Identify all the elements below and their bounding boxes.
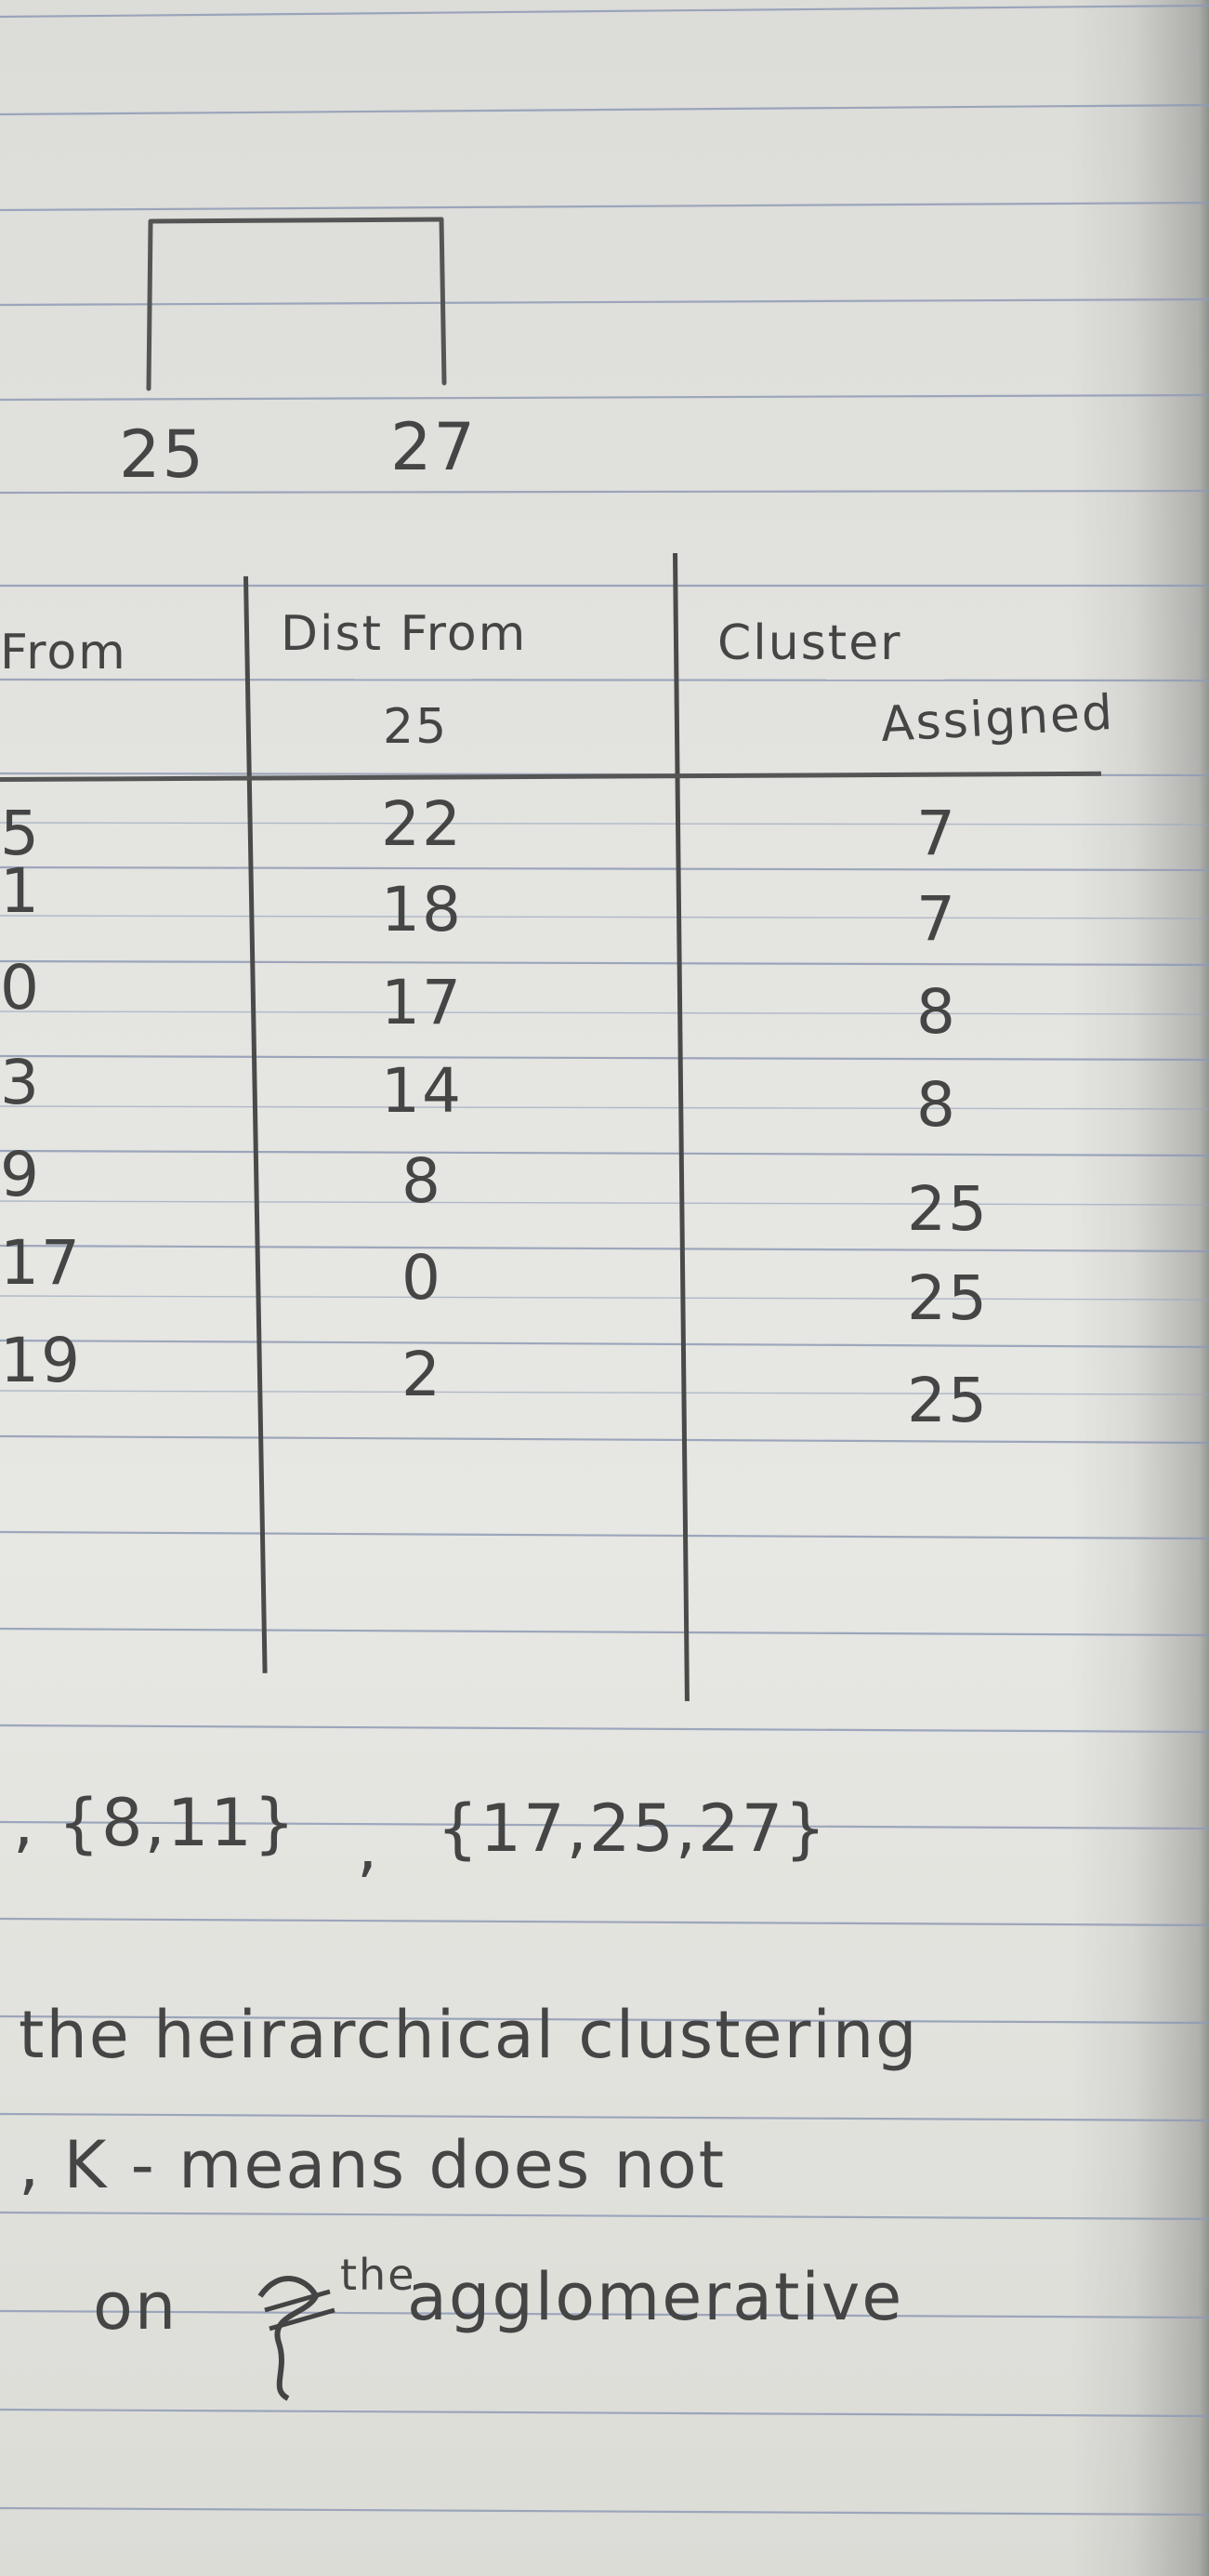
row2-cluster: 7 bbox=[916, 883, 957, 955]
header-assigned: Assigned bbox=[879, 684, 1116, 753]
note-line-3-word: agglomerative bbox=[407, 2259, 904, 2335]
row3-dist: 17 bbox=[381, 967, 463, 1038]
row3-from: 0 bbox=[0, 952, 41, 1024]
row5-from: 9 bbox=[0, 1139, 41, 1210]
row6-from: 17 bbox=[0, 1227, 82, 1299]
row7-dist: 2 bbox=[401, 1339, 442, 1410]
header-dist-25: 25 bbox=[383, 699, 449, 755]
cluster-set-first: , {8,11} bbox=[13, 1785, 297, 1861]
row6-dist: 0 bbox=[401, 1242, 442, 1314]
dendrogram-label-left: 25 bbox=[119, 416, 206, 493]
row1-dist: 22 bbox=[381, 788, 463, 860]
note-line-3-prefix: on bbox=[93, 2268, 178, 2345]
row4-from: 3 bbox=[0, 1047, 41, 1118]
row4-cluster: 8 bbox=[916, 1069, 957, 1141]
dendrogram-label-right: 27 bbox=[390, 409, 478, 485]
note-line-3-the: the bbox=[340, 2250, 416, 2300]
note-line-2: , K - means does not bbox=[19, 2127, 727, 2203]
row7-cluster: 25 bbox=[907, 1365, 989, 1436]
row2-from: 1 bbox=[0, 855, 41, 927]
row3-cluster: 8 bbox=[916, 976, 957, 1048]
row1-cluster: 7 bbox=[916, 798, 957, 869]
header-from: From bbox=[0, 625, 127, 680]
row6-cluster: 25 bbox=[907, 1262, 989, 1334]
header-cluster: Cluster bbox=[717, 615, 902, 671]
row2-dist: 18 bbox=[381, 874, 463, 945]
header-dist-from: Dist From bbox=[281, 606, 528, 662]
note-line-1: the heirarchical clustering bbox=[19, 1997, 919, 2073]
row5-cluster: 25 bbox=[907, 1173, 989, 1245]
row7-from: 19 bbox=[0, 1325, 82, 1396]
row4-dist: 14 bbox=[381, 1055, 463, 1127]
cluster-set-comma: , bbox=[357, 1809, 380, 1885]
row5-dist: 8 bbox=[401, 1145, 442, 1217]
scribble-strikeout bbox=[251, 2259, 344, 2408]
cluster-set-second: {17,25,27} bbox=[437, 1790, 828, 1867]
row1-from: 5 bbox=[0, 798, 41, 869]
